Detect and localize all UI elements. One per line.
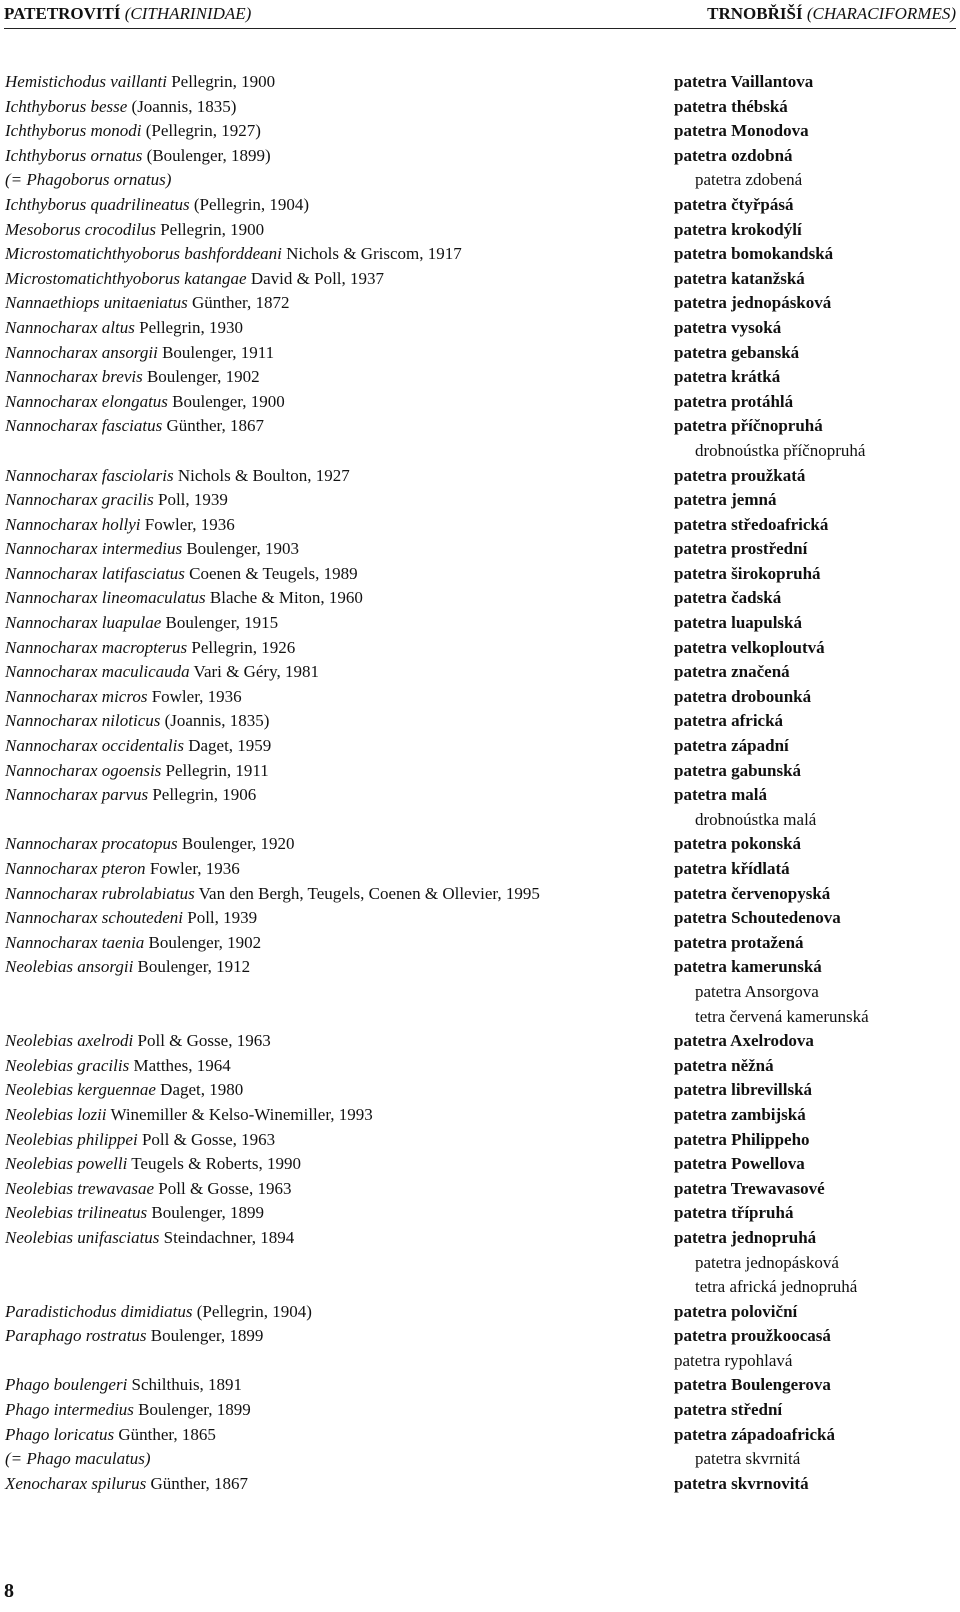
list-item: [5, 882, 955, 907]
list-item: [5, 1324, 955, 1349]
species-authority: Teugels & Roberts, 1990: [127, 1154, 301, 1174]
czech-name: patetra Philippeho: [674, 1129, 810, 1149]
list-item: [5, 636, 955, 661]
species-authority: Boulenger, 1902: [142, 367, 260, 387]
czech-name: patetra zdobená: [695, 170, 803, 190]
species-authority: Poll & Gosse, 1963: [133, 1031, 271, 1051]
species-binomial: Hemistichodus vaillanti: [5, 72, 167, 91]
species-binomial: Phago intermedius: [5, 1400, 134, 1420]
latin-name: [5, 562, 358, 587]
species-binomial: Nannocharax hollyi: [5, 514, 141, 534]
czech-name: patetra gebanská: [674, 342, 800, 362]
czech-name: patetra křídlatá: [674, 859, 790, 878]
list-item: [5, 1152, 955, 1177]
czech-name: patetra luapulská: [674, 613, 802, 633]
latin-name: [5, 611, 278, 636]
header-order-czech: TRNOBŘIŠÍ: [707, 4, 803, 23]
page-number: 8: [4, 1580, 14, 1602]
latin-name: [5, 414, 264, 439]
list-item: [5, 193, 955, 218]
list-item: [5, 513, 955, 538]
species-authority: Poll, 1939: [153, 490, 228, 510]
latin-name: [5, 586, 363, 611]
species-authority: Boulenger, 1911: [157, 342, 275, 362]
species-binomial: Nannocharax lineomaculatus: [5, 588, 206, 608]
list-item: [5, 70, 955, 95]
species-authority: Coenen & Teugels, 1989: [184, 563, 358, 583]
czech-name: patetra rypohlavá: [674, 1350, 793, 1370]
latin-name: [5, 513, 235, 538]
list-item: [5, 660, 955, 685]
list-item: [5, 365, 955, 390]
species-binomial: Nannocharax pteron: [5, 859, 146, 878]
species-authority: Blache & Miton, 1960: [205, 588, 363, 608]
list-item: [5, 1398, 955, 1423]
czech-name: patetra drobounká: [674, 686, 812, 706]
list-item: [5, 390, 955, 415]
czech-name: patetra bomokandská: [674, 244, 834, 264]
list-item: [5, 980, 955, 1005]
species-authority: Pellegrin, 1911: [161, 760, 269, 780]
latin-name: [5, 882, 540, 907]
species-authority: Van den Bergh, Teugels, Coenen & Ollevier, 1995: [194, 883, 540, 903]
latin-name: [5, 144, 271, 169]
species-binomial: Nannocharax macropterus: [5, 637, 188, 657]
species-binomial: Neolebias unifasciatus: [5, 1227, 160, 1247]
czech-name: patetra poloviční: [674, 1301, 798, 1321]
species-authority: Fowler, 1936: [140, 514, 235, 534]
species-binomial: Nannocharax procatopus: [5, 834, 178, 854]
species-binomial: Nannocharax niloticus: [5, 711, 161, 731]
species-authority: Boulenger, 1899: [146, 1326, 264, 1346]
latin-name: [5, 1103, 373, 1128]
species-binomial: Xenocharax spilurus: [5, 1473, 147, 1493]
list-item: [5, 414, 955, 439]
species-binomial: Nannocharax schoutedeni: [5, 908, 183, 928]
list-item: [5, 1423, 955, 1448]
species-binomial: Neolebias axelrodi: [5, 1031, 134, 1051]
czech-name: patetra gabunská: [674, 760, 802, 780]
latin-name: [5, 193, 309, 218]
latin-name: [5, 1398, 251, 1423]
species-authority: Boulenger, 1903: [182, 539, 299, 559]
list-item: [5, 759, 955, 784]
species-binomial: Microstomatichthyoborus katangae: [5, 268, 247, 288]
latin-name: [5, 95, 236, 120]
species-binomial: Nannocharax luapulae: [5, 613, 162, 633]
species-binomial: Nannocharax occidentalis: [5, 736, 184, 756]
latin-name: [5, 218, 264, 243]
species-binomial: Ichthyborus quadrilineatus: [5, 194, 190, 214]
czech-name: patetra prostřední: [674, 539, 808, 559]
latin-name: [5, 1029, 271, 1054]
czech-name: patetra thébská: [674, 96, 788, 116]
list-item: [5, 562, 955, 587]
header-order: [707, 4, 956, 24]
list-item: [5, 906, 955, 931]
latin-name: [5, 857, 240, 882]
species-binomial: Neolebias ansorgii: [5, 957, 134, 977]
list-item: [5, 1251, 955, 1276]
species-authority: Boulenger, 1915: [161, 613, 279, 633]
latin-name: [5, 832, 295, 857]
list-item: [5, 267, 955, 292]
latin-name: [5, 70, 275, 95]
species-binomial: Neolebias gracilis: [5, 1055, 130, 1075]
species-binomial: Nannocharax gracilis: [5, 490, 154, 510]
czech-name: drobnoústka příčnopruhá: [695, 440, 866, 460]
species-binomial: Nannocharax rubrolabiatus: [5, 883, 195, 903]
species-authority: Poll & Gosse, 1963: [154, 1178, 292, 1198]
species-binomial: Nannocharax brevis: [5, 367, 143, 387]
list-item: [5, 1078, 955, 1103]
latin-name: [5, 1472, 248, 1497]
species-authority: Boulenger, 1912: [133, 957, 251, 977]
species-authority: Fowler, 1936: [147, 686, 242, 706]
species-binomial: Nannocharax micros: [5, 686, 148, 706]
species-binomial: Phago loricatus: [5, 1424, 115, 1444]
latin-name: [5, 291, 290, 316]
czech-name: patetra africká: [674, 711, 784, 731]
species-authority: Daget, 1980: [155, 1080, 244, 1100]
czech-name: patetra protáhlá: [674, 391, 794, 411]
species-authority: Winemiller & Kelso-Winemiller, 1993: [106, 1104, 373, 1124]
list-item: [5, 119, 955, 144]
species-authority: David & Poll, 1937: [246, 268, 385, 288]
species-authority: Pellegrin, 1930: [134, 317, 243, 337]
czech-name: tetra africká jednopruhá: [695, 1277, 858, 1297]
czech-name: patetra skvrnovitá: [674, 1473, 809, 1493]
latin-name: [5, 1128, 275, 1153]
czech-name: patetra Vaillantova: [674, 72, 814, 91]
header-order-latin: (CHARACIFORMES): [806, 4, 956, 23]
latin-name: [5, 1447, 151, 1472]
species-authority: Steindachner, 1894: [159, 1227, 295, 1247]
czech-name: patetra Monodova: [674, 121, 809, 141]
latin-name: [5, 685, 242, 710]
species-authority: Schilthuis, 1891: [127, 1375, 243, 1395]
species-authority: Matthes, 1964: [129, 1055, 231, 1075]
latin-name: [5, 1423, 216, 1448]
species-authority: Nichols & Griscom, 1917: [281, 244, 462, 264]
latin-name: [5, 931, 261, 956]
czech-name: patetra jednopásková: [695, 1252, 839, 1272]
czech-name: patetra proužkatá: [674, 465, 806, 485]
latin-name: [5, 955, 250, 980]
list-item: [5, 291, 955, 316]
list-item: [5, 857, 955, 882]
species-binomial: Nannocharax latifasciatus: [5, 563, 185, 583]
species-binomial: Nannaethiops unitaeniatus: [5, 293, 188, 313]
czech-name: patetra Ansorgova: [695, 981, 819, 1001]
species-authority: Günther, 1867: [162, 416, 265, 436]
list-item: [5, 1201, 955, 1226]
czech-name: patetra Schoutedenova: [674, 908, 841, 928]
czech-name: patetra velkoploutvá: [674, 637, 825, 657]
header-family-czech: PATETROVITÍ: [4, 4, 121, 23]
czech-name: patetra středoafrická: [674, 514, 829, 534]
czech-name: patetra kamerunská: [674, 957, 822, 977]
species-binomial: Nannocharax fasciatus: [5, 416, 163, 436]
species-authority: Günther, 1867: [146, 1473, 248, 1493]
species-authority: Boulenger, 1900: [167, 391, 285, 411]
czech-name: patetra Axelrodova: [674, 1031, 814, 1051]
list-item: [5, 144, 955, 169]
latin-name: [5, 734, 271, 759]
latin-name: [5, 341, 274, 366]
species-binomial: Nannocharax taenia: [5, 932, 145, 952]
latin-name: [5, 1201, 264, 1226]
list-item: [5, 1029, 955, 1054]
latin-name: [5, 1226, 294, 1251]
species-binomial: Nannocharax altus: [5, 317, 135, 337]
species-authority: Vari & Géry, 1981: [189, 662, 319, 682]
list-item: [5, 1373, 955, 1398]
czech-name: patetra zambijská: [674, 1104, 806, 1124]
czech-name: patetra krokodýlí: [674, 219, 802, 239]
latin-name: [5, 1324, 263, 1349]
list-item: [5, 1349, 955, 1374]
species-authority: (Pellegrin, 1927): [141, 121, 261, 141]
latin-name: [5, 1373, 242, 1398]
list-item: [5, 1054, 955, 1079]
species-binomial: Ichthyborus besse: [5, 96, 128, 116]
czech-name: patetra červenopyská: [674, 883, 831, 903]
species-binomial: Nannocharax ansorgii: [5, 342, 158, 362]
header-family-latin: (CITHARINIDAE): [124, 4, 252, 23]
species-binomial: Neolebias kerguennae: [5, 1080, 156, 1100]
czech-name: patetra ozdobná: [674, 145, 793, 165]
list-item: [5, 316, 955, 341]
latin-name: [5, 636, 295, 661]
list-item: [5, 709, 955, 734]
czech-name: patetra jemná: [674, 490, 777, 510]
list-item: [5, 242, 955, 267]
czech-name: patetra protažená: [674, 932, 804, 952]
list-item: [5, 1447, 955, 1472]
species-authority: Poll & Gosse, 1963: [137, 1129, 276, 1149]
czech-name: patetra příčnopruhá: [674, 416, 823, 436]
list-item: [5, 931, 955, 956]
latin-name: [5, 906, 257, 931]
list-item: [5, 1128, 955, 1153]
species-binomial: Ichthyborus ornatus: [5, 145, 143, 165]
czech-name: patetra západoafrická: [674, 1424, 836, 1444]
latin-name: [5, 316, 243, 341]
species-authority: Pellegrin, 1926: [187, 637, 296, 657]
species-binomial: Neolebias lozii: [5, 1104, 107, 1124]
species-binomial: Nannocharax ogoensis: [5, 760, 162, 780]
list-item: [5, 955, 955, 980]
czech-name: patetra Powellova: [674, 1154, 805, 1174]
species-authority: Pellegrin, 1900: [155, 219, 265, 239]
species-binomial: (= Phagoborus ornatus): [5, 170, 172, 190]
list-item: [5, 1005, 955, 1030]
list-item: [5, 1103, 955, 1128]
czech-name: patetra proužkoocasá: [674, 1326, 831, 1346]
species-binomial: Nannocharax maculicauda: [5, 662, 190, 682]
species-binomial: Paraphago rostratus: [5, 1326, 147, 1346]
species-authority: (Joannis, 1835): [160, 711, 270, 731]
list-item: [5, 218, 955, 243]
latin-name: [5, 1054, 231, 1079]
czech-name: patetra krátká: [674, 367, 781, 387]
list-item: [5, 832, 955, 857]
latin-name: [5, 1300, 312, 1325]
latin-name: [5, 1177, 291, 1202]
czech-name: patetra značená: [674, 662, 790, 682]
species-authority: Boulenger, 1902: [144, 932, 262, 952]
species-authority: Daget, 1959: [183, 736, 272, 756]
latin-name: [5, 464, 350, 489]
species-authority: Boulenger, 1920: [177, 834, 295, 854]
latin-name: [5, 759, 269, 784]
species-authority: Fowler, 1936: [145, 859, 240, 878]
list-item: [5, 611, 955, 636]
latin-name: [5, 783, 256, 808]
czech-name: patetra střední: [674, 1400, 783, 1420]
list-item: [5, 464, 955, 489]
latin-name: [5, 168, 171, 193]
czech-name: patetra skvrnitá: [695, 1449, 801, 1469]
latin-name: [5, 1078, 243, 1103]
list-item: [5, 439, 955, 464]
czech-name: patetra vysoká: [674, 317, 782, 337]
czech-name: patetra třípruhá: [674, 1203, 794, 1223]
latin-name: [5, 242, 462, 267]
czech-name: patetra širokopruhá: [674, 563, 821, 583]
list-item: [5, 586, 955, 611]
species-authority: (Pellegrin, 1904): [189, 194, 310, 214]
species-binomial: Neolebias trilineatus: [5, 1203, 148, 1223]
species-authority: Poll, 1939: [183, 908, 258, 928]
list-item: [5, 1472, 955, 1497]
species-binomial: Neolebias trewavasae: [5, 1178, 155, 1198]
species-binomial: Nannocharax elongatus: [5, 391, 168, 411]
czech-name: patetra jednopásková: [674, 293, 832, 313]
czech-name: patetra jednopruhá: [674, 1227, 817, 1247]
latin-name: [5, 488, 228, 513]
latin-name: [5, 709, 269, 734]
species-binomial: Neolebias philippei: [5, 1129, 138, 1149]
species-binomial: Paradistichodus dimidiatus: [5, 1301, 193, 1321]
czech-name: drobnoústka malá: [695, 809, 817, 829]
list-item: [5, 537, 955, 562]
list-item: [5, 783, 955, 808]
running-header: [4, 4, 956, 29]
list-item: [5, 168, 955, 193]
species-binomial: Phago boulengeri: [5, 1375, 128, 1395]
latin-name: [5, 365, 260, 390]
species-authority: Pellegrin, 1906: [148, 785, 257, 805]
species-binomial: Ichthyborus monodi: [5, 121, 142, 141]
latin-name: [5, 537, 299, 562]
species-authority: (Pellegrin, 1904): [192, 1301, 312, 1321]
species-binomial: Nannocharax parvus: [5, 785, 149, 805]
list-item: [5, 808, 955, 833]
czech-name: patetra Boulengerova: [674, 1375, 831, 1395]
species-authority: Nichols & Boulton, 1927: [173, 465, 350, 485]
latin-name: [5, 119, 261, 144]
list-item: [5, 1300, 955, 1325]
czech-name: patetra čadská: [674, 588, 782, 608]
species-binomial: Neolebias powelli: [5, 1154, 128, 1174]
list-item: [5, 1177, 955, 1202]
latin-name: [5, 390, 285, 415]
species-binomial: (= Phago maculatus): [5, 1449, 151, 1469]
header-family: [4, 4, 251, 24]
czech-name: patetra čtyřpásá: [674, 194, 794, 214]
species-authority: Pellegrin, 1900: [166, 72, 276, 91]
species-list: [5, 70, 955, 1496]
list-item: [5, 1275, 955, 1300]
species-binomial: Microstomatichthyoborus bashforddeani: [5, 244, 282, 264]
species-binomial: Mesoborus crocodilus: [5, 219, 156, 239]
czech-name: patetra západní: [674, 736, 789, 756]
species-authority: Günther, 1865: [114, 1424, 216, 1444]
species-authority: Boulenger, 1899: [147, 1203, 265, 1223]
species-authority: (Boulenger, 1899): [142, 145, 271, 165]
czech-name: patetra katanžská: [674, 268, 805, 288]
latin-name: [5, 267, 384, 292]
czech-name: patetra librevillská: [674, 1080, 813, 1100]
latin-name: [5, 660, 319, 685]
list-item: [5, 685, 955, 710]
species-authority: Boulenger, 1899: [133, 1400, 251, 1420]
list-item: [5, 488, 955, 513]
czech-name: tetra červená kamerunská: [695, 1006, 869, 1026]
czech-name: patetra něžná: [674, 1055, 774, 1075]
list-item: [5, 1226, 955, 1251]
species-authority: Günther, 1872: [187, 293, 290, 313]
czech-name: patetra pokonská: [674, 834, 802, 854]
latin-name: [5, 1152, 301, 1177]
list-item: [5, 734, 955, 759]
czech-name: patetra Trewavasové: [674, 1178, 825, 1198]
czech-name: patetra malá: [674, 785, 768, 805]
species-binomial: Nannocharax fasciolaris: [5, 465, 174, 485]
list-item: [5, 95, 955, 120]
species-authority: (Joannis, 1835): [127, 96, 237, 116]
list-item: [5, 341, 955, 366]
species-binomial: Nannocharax intermedius: [5, 539, 183, 559]
